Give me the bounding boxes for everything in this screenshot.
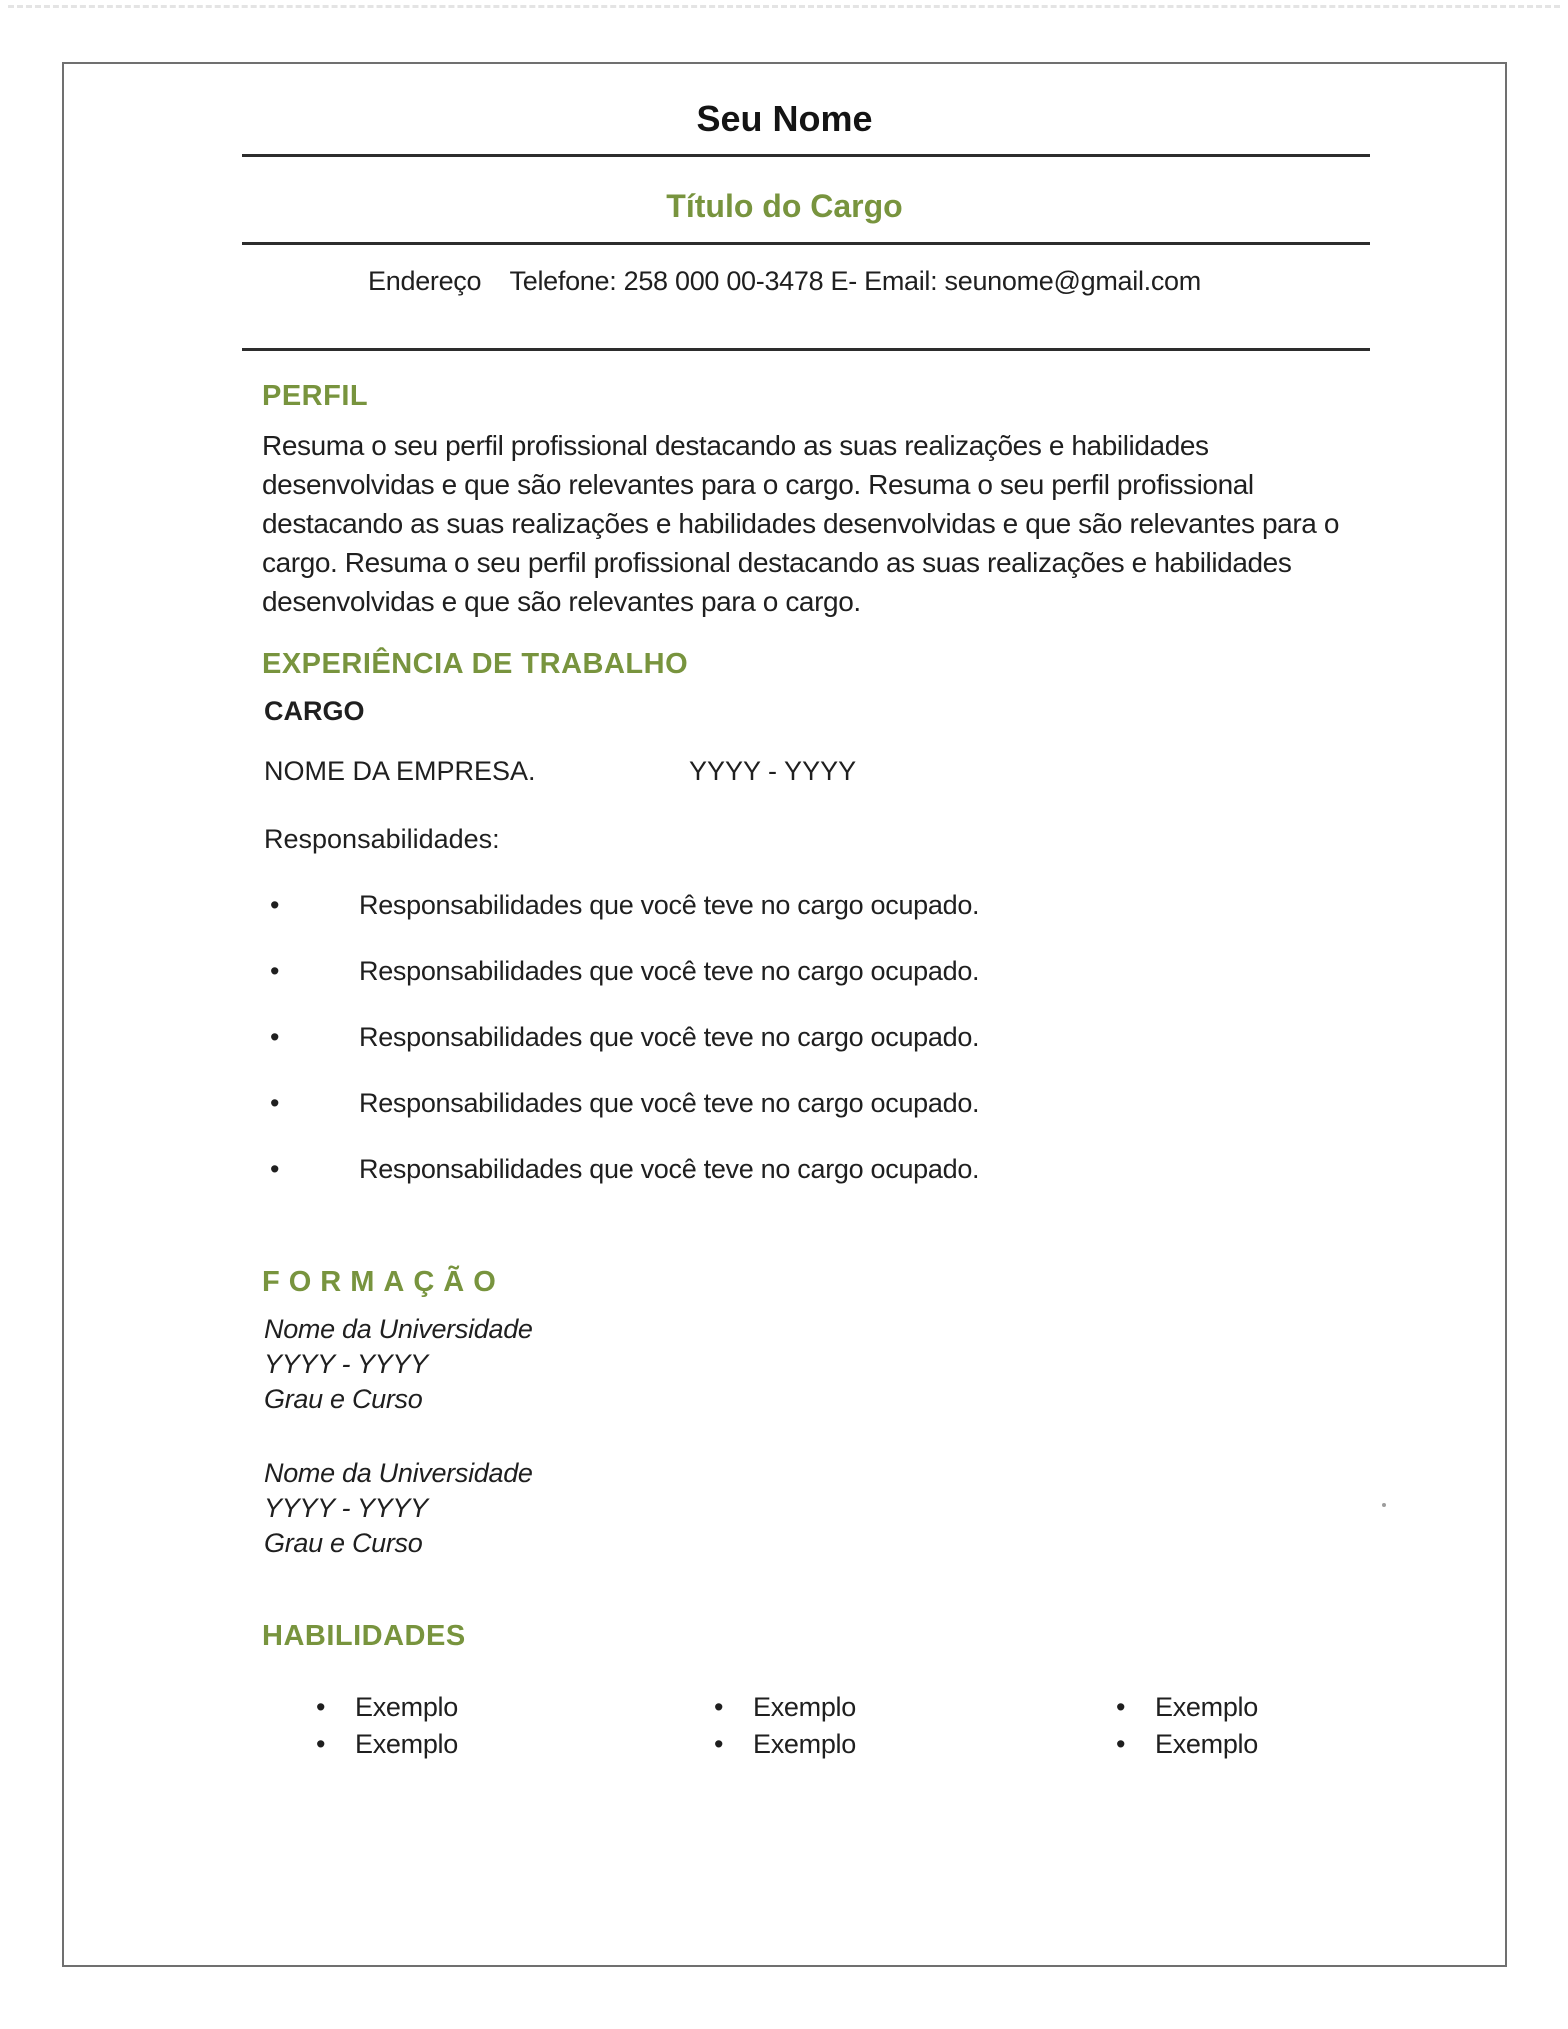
list-item <box>270 1022 1370 1052</box>
responsibility-text: Responsabilidades que você teve no cargo ocupado. <box>359 1022 980 1052</box>
skill-text: Exemplo <box>355 1692 458 1722</box>
header-divider <box>242 154 1370 157</box>
responsibility-text: Responsabilidades que você teve no cargo ocupado. <box>359 956 980 986</box>
responsibilities-list <box>270 890 1370 1220</box>
header-divider <box>242 348 1370 351</box>
person-name: Seu Nome <box>696 98 873 139</box>
bullet-icon: • <box>1116 1692 1126 1722</box>
resume-page <box>62 62 1507 1967</box>
responsibilities-label: Responsabilidades: <box>264 824 500 854</box>
contact-line: Endereço Telefone: 258 000 00-3478 E- Email: seunome@gmail.com <box>368 266 1201 296</box>
profile-summary-text: Resuma o seu perfil profissional destacando as suas realizações e habilidades desenvolvidas e que são relevantes para o cargo. Resuma o seu perfil profissional destacando as suas realizações e habilidades desenvolvidas e que são relevantes para o cargo. Resuma o seu perfil profissional destacando as suas realizações e habilidades desenvolvidas e que são relevantes para o cargo. <box>262 430 1340 617</box>
skill-item <box>316 1729 458 1759</box>
skill-item <box>714 1729 856 1759</box>
skill-text: Exemplo <box>753 1729 856 1759</box>
skill-item <box>1116 1729 1258 1759</box>
header-divider <box>242 242 1370 245</box>
job-title: Título do Cargo <box>666 188 903 224</box>
list-item <box>270 1154 1370 1184</box>
university-name: Nome da Universidade <box>264 1458 533 1488</box>
skills-column <box>1116 1692 1258 1766</box>
bullet-icon: • <box>316 1692 326 1722</box>
skill-item <box>1116 1692 1258 1722</box>
company-row <box>264 756 1364 787</box>
bullet-icon: • <box>714 1692 724 1722</box>
skills-column <box>714 1692 856 1766</box>
bullet-icon: • <box>270 1154 280 1184</box>
scan-speck <box>1382 1503 1386 1507</box>
bullet-icon: • <box>270 1088 280 1118</box>
skill-item <box>316 1692 458 1722</box>
bullet-icon: • <box>270 956 280 986</box>
skill-item <box>714 1692 856 1722</box>
skill-text: Exemplo <box>355 1729 458 1759</box>
company-name: NOME DA EMPRESA. <box>264 756 536 786</box>
list-item <box>270 956 1370 986</box>
role-title: CARGO <box>264 696 365 726</box>
bullet-icon: • <box>714 1729 724 1759</box>
responsibility-text: Responsabilidades que você teve no cargo ocupado. <box>359 890 980 920</box>
experience-section-heading: EXPERIÊNCIA DE TRABALHO <box>262 648 689 680</box>
degree-and-course: Grau e Curso <box>264 1384 423 1414</box>
education-entry <box>264 1312 533 1417</box>
employment-period: YYYY - YYYY <box>689 756 857 786</box>
scan-artifact-dashes <box>8 5 1560 8</box>
degree-and-course: Grau e Curso <box>264 1528 423 1558</box>
skill-text: Exemplo <box>1155 1729 1258 1759</box>
responsibility-text: Responsabilidades que você teve no cargo ocupado. <box>359 1154 980 1184</box>
responsibility-text: Responsabilidades que você teve no cargo ocupado. <box>359 1088 980 1118</box>
bullet-icon: • <box>316 1729 326 1759</box>
education-period: YYYY - YYYY <box>264 1349 428 1379</box>
skills-section-heading: HABILIDADES <box>262 1620 466 1652</box>
bullet-icon: • <box>270 890 280 920</box>
list-item <box>270 1088 1370 1118</box>
skill-text: Exemplo <box>1155 1692 1258 1722</box>
bullet-icon: • <box>1116 1729 1126 1759</box>
skills-column <box>316 1692 458 1766</box>
list-item <box>270 890 1370 920</box>
skill-text: Exemplo <box>753 1692 856 1722</box>
university-name: Nome da Universidade <box>264 1314 533 1344</box>
education-section-heading: FORMAÇÃO <box>262 1266 505 1298</box>
profile-section-heading: PERFIL <box>262 380 369 412</box>
education-period: YYYY - YYYY <box>264 1493 428 1523</box>
bullet-icon: • <box>270 1022 280 1052</box>
education-entry <box>264 1456 533 1561</box>
